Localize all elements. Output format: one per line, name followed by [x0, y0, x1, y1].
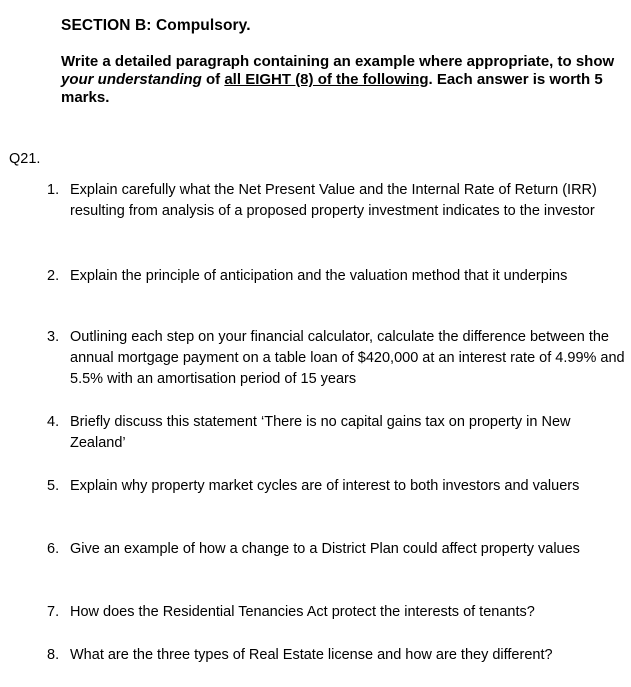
- instructions-emphasis: your understanding: [61, 71, 202, 88]
- item-text: What are the three types of Real Estate license and how are they different?: [70, 647, 553, 663]
- item-text: How does the Residential Tenancies Act protect the interests of tenants?: [70, 604, 535, 620]
- item-number: 6.: [47, 541, 60, 557]
- item-text: Explain the principle of anticipation and the valuation method that it underpins: [70, 268, 568, 284]
- question-item-6: [47, 539, 627, 560]
- item-text: Outlining each step on your financial calculator, calculate the difference between the annual mortgage payment on a table loan of $420,000 at an interest rate of 4.99% and 5.5% with an amortisation period of 15 years: [70, 329, 625, 387]
- question-item-3: [47, 327, 627, 390]
- item-text: Give an example of how a change to a District Plan could affect property values: [70, 541, 580, 557]
- instructions-paragraph: [61, 53, 627, 107]
- question-item-1: [47, 180, 627, 222]
- instructions-text-1: Write a detailed paragraph containing an example where appropriate, to show: [61, 53, 615, 70]
- instructions-underlined: all EIGHT (8) of the following: [224, 71, 429, 88]
- item-text: Explain carefully what the Net Present Value and the Internal Rate of Return (IRR) resulting from analysis of a proposed property investment indicates to the investor: [70, 182, 597, 219]
- item-number: 8.: [47, 647, 60, 663]
- question-item-2: [47, 266, 627, 287]
- section-title: SECTION B: Compulsory.: [61, 17, 251, 34]
- item-number: 5.: [47, 478, 60, 494]
- question-label: Q21.: [9, 151, 41, 167]
- item-number: 2.: [47, 268, 60, 284]
- question-item-8: [47, 645, 627, 666]
- instructions-text-3: . Each answer is worth 5 marks.: [61, 71, 603, 106]
- question-item-5: [47, 476, 627, 497]
- instructions-text-2: of: [201, 71, 225, 88]
- question-item-4: [47, 412, 627, 454]
- item-number: 4.: [47, 414, 60, 430]
- item-number: 7.: [47, 604, 60, 620]
- item-number: 3.: [47, 329, 60, 345]
- item-text: Explain why property market cycles are of interest to both investors and valuers: [70, 478, 580, 494]
- item-text: Briefly discuss this statement ‘There is no capital gains tax on property in New Zealand’: [70, 414, 571, 451]
- question-item-7: [47, 602, 627, 623]
- item-number: 1.: [47, 182, 60, 198]
